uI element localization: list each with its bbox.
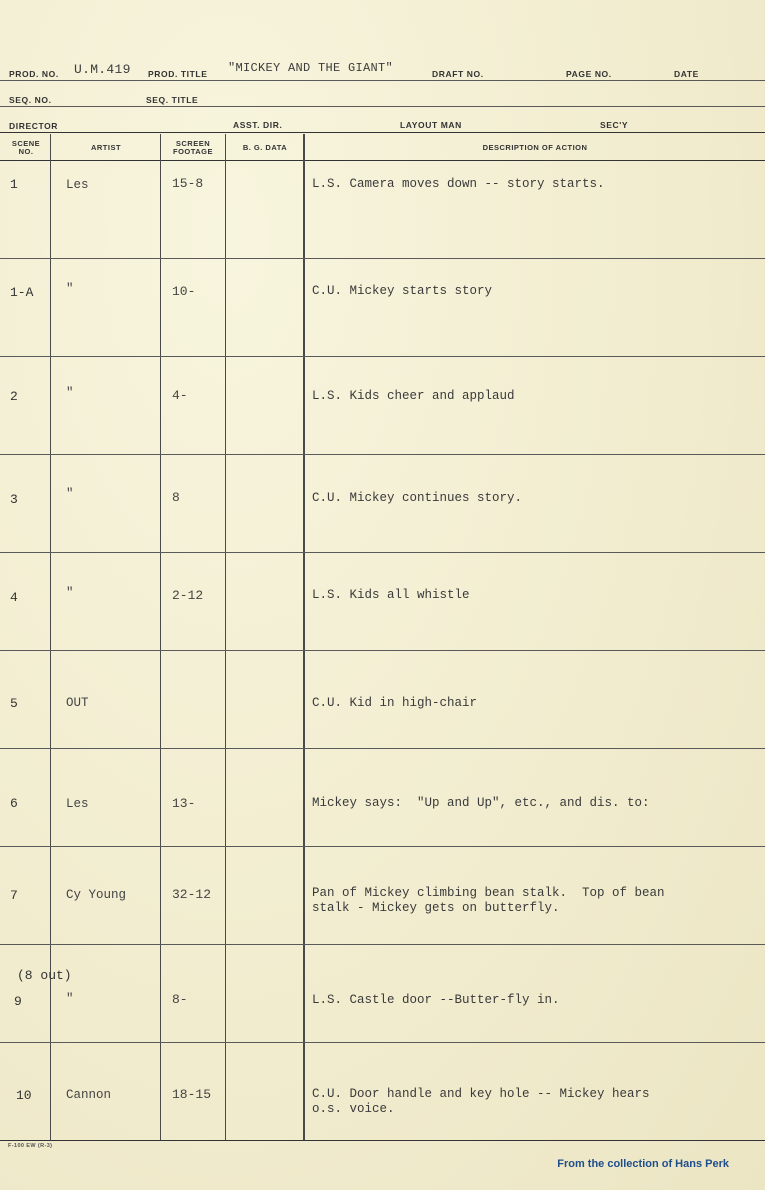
director-label: DIRECTOR <box>9 121 59 131</box>
action-description: C.U. Mickey starts story <box>312 284 493 298</box>
scene-note: (8 out) <box>17 968 72 983</box>
row-rule <box>0 258 765 259</box>
action-description: L.S. Castle door --Butter-fly in. <box>312 993 560 1007</box>
action-description: L.S. Camera moves down -- story starts. <box>312 177 605 191</box>
screen-footage: 18-15 <box>172 1087 212 1102</box>
header-rule-3 <box>0 132 765 133</box>
row-rule <box>0 650 765 651</box>
col-divider-1 <box>50 134 51 1140</box>
row-rule <box>0 1042 765 1043</box>
screen-footage: 8 <box>172 490 180 505</box>
draft-no-label: DRAFT NO. <box>432 69 484 79</box>
col-description-header: DESCRIPTION OF ACTION <box>482 143 588 152</box>
artist-name: Cy Young <box>66 888 127 902</box>
column-header-rule <box>0 160 765 161</box>
row-rule <box>0 552 765 553</box>
seq-no-label: SEQ. NO. <box>9 95 52 105</box>
scene-number: 7 <box>10 888 18 903</box>
row-rule <box>0 748 765 749</box>
screen-footage: 15-8 <box>172 176 204 191</box>
col-artist-header: ARTIST <box>90 143 122 152</box>
action-description: Mickey says: "Up and Up", etc., and dis. to: <box>312 796 650 810</box>
artist-name: Les <box>66 178 89 192</box>
prod-title-label: PROD. TITLE <box>148 69 208 79</box>
screen-footage: 13- <box>172 796 196 811</box>
secy-label: SEC'Y <box>600 120 629 130</box>
form-number: F-100 EW (R-3) <box>8 1143 53 1149</box>
header-rule-1 <box>0 80 765 81</box>
scene-number: 5 <box>10 696 18 711</box>
screen-footage: 4- <box>172 388 188 403</box>
col-divider-2 <box>160 134 161 1140</box>
screen-footage: 2-12 <box>172 588 204 603</box>
col-bg-header: B. G. DATA <box>242 143 288 152</box>
col-scene-header: SCENE NO. <box>11 139 41 156</box>
artist-name: " <box>66 386 74 400</box>
action-description: L.S. Kids all whistle <box>312 588 470 602</box>
col-footage-header: SCREEN FOOTAGE <box>172 139 214 156</box>
screen-footage: 8- <box>172 992 188 1007</box>
row-rule <box>0 356 765 357</box>
action-description: Pan of Mickey climbing bean stalk. Top of bean stalk - Mickey gets on butterfly. <box>312 886 665 915</box>
screen-footage: 32-12 <box>172 887 212 902</box>
prod-no-value: U.M.419 <box>74 62 131 77</box>
artist-name: Les <box>66 797 89 811</box>
action-description: C.U. Door handle and key hole -- Mickey hears o.s. voice. <box>312 1087 650 1116</box>
asst-dir-label: ASST. DIR. <box>233 120 283 130</box>
table-bottom-rule <box>0 1140 765 1141</box>
screen-footage: 10- <box>172 284 196 299</box>
col-divider-4 <box>303 134 305 1140</box>
collection-credit: From the collection of Hans Perk <box>557 1158 729 1170</box>
prod-title-value: "MICKEY AND THE GIANT" <box>228 61 394 75</box>
artist-name: " <box>66 586 74 600</box>
artist-name: " <box>66 282 74 296</box>
row-rule <box>0 846 765 847</box>
row-rule <box>0 454 765 455</box>
action-description: C.U. Kid in high-chair <box>312 696 478 710</box>
date-label: DATE <box>674 69 699 79</box>
scene-number: 1-A <box>10 285 34 300</box>
scene-number: 2 <box>10 389 18 404</box>
artist-name: " <box>66 487 74 501</box>
header-rule-2 <box>0 106 765 107</box>
action-description: C.U. Mickey continues story. <box>312 491 523 505</box>
layout-man-label: LAYOUT MAN <box>400 120 462 130</box>
scene-number: 1 <box>10 177 18 192</box>
page-no-label: PAGE NO. <box>566 69 612 79</box>
scene-number: 6 <box>10 796 18 811</box>
artist-name: " <box>66 992 74 1006</box>
col-divider-3 <box>225 134 226 1140</box>
scene-number: 9 <box>14 994 22 1009</box>
scene-number: 4 <box>10 590 18 605</box>
action-description: L.S. Kids cheer and applaud <box>312 389 515 403</box>
scene-number: 10 <box>16 1088 32 1103</box>
scene-number: 3 <box>10 492 18 507</box>
artist-name: Cannon <box>66 1088 112 1102</box>
seq-title-label: SEQ. TITLE <box>146 95 199 105</box>
prod-no-label: PROD. NO. <box>9 69 59 79</box>
row-rule <box>0 944 765 945</box>
artist-name: OUT <box>66 696 89 710</box>
